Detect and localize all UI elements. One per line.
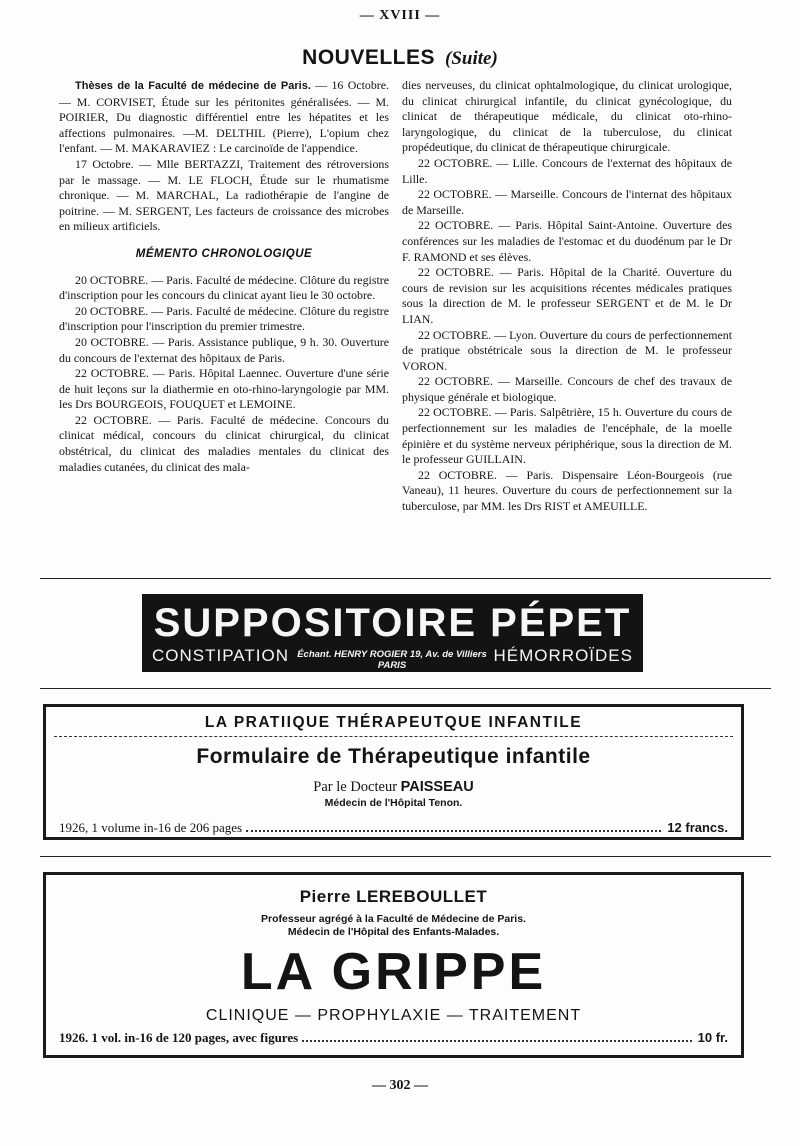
leader-dots	[302, 1040, 691, 1042]
theses-text: — 16 Octobre. — M. CORVISET, Étude sur les péritonites généralisées. — M. POIRIER, Du diagnostic différentiel entre les hépatites et les affections pulmonaires. —M. DELTHIL (Pierre), L'opium chez l'enfant. — M. MAKARAVIEZ : Le carcinoïde de l'appendice.	[59, 78, 390, 156]
book-title: LA GRIPPE	[240, 943, 547, 1001]
book-subtitle: CLINIQUE — PROPHYLAXIE — TRAITEMENT	[205, 1007, 582, 1024]
book-price-row	[59, 820, 728, 836]
memento-entry: 22 OCTOBRE. — Paris. Hôpital Saint-Antoine. Ouverture des conférences sur les maladies de l'estomac et du duodénum par le Dr F. RAMOND et ses élèves.	[402, 218, 732, 264]
ad-banner-title: SUPPOSITOIRE PÉPET	[153, 601, 632, 645]
section-title-sub: (Suite)	[445, 48, 498, 69]
ad-banner-middle: Échant. HENRY ROGIER 19, Av. de Villiers PARIS	[297, 649, 487, 671]
memento-entry: 22 OCTOBRE. — Paris. Salpêtrière, 15 h. Ouverture du cours de perfectionnement sur les maladies de l'encéphale, de la moelle épinière et du système nerveux périphérique, sous la direction de M. le professeur GUILLAIN.	[402, 405, 732, 467]
theses-lead: Thèses de la Faculté de médecine de Paris.	[75, 80, 311, 92]
memento-entry: 22 OCTOBRE. — Paris. Hôpital de la Charité. Ouverture du cours de revision sur les acquisitions récentes médicales pratiques sous la direction de M. le professeur SERGENT et de M. le Dr LIAN.	[402, 265, 732, 326]
book-price-row	[59, 1030, 728, 1046]
book-description: 1926. 1 vol. in-16 de 120 pages, avec figures	[59, 1030, 299, 1045]
memento-heading: MÉMENTO CHRONOLOGIQUE	[135, 247, 313, 260]
dashed-divider	[54, 736, 733, 737]
book-price: 12 francs.	[667, 820, 728, 835]
memento-entry: 20 OCTOBRE. — Paris. Faculté de médecine. Clôture du registre d'inscription pour l'inscription du premier trimestre.	[59, 303, 389, 334]
ad-banner-left: CONSTIPATION	[152, 646, 289, 665]
book-title: Formulaire de Thérapeutique infantile	[196, 745, 591, 768]
author-position: Professeur agrégé à la Faculté de Médecine de Paris.	[261, 913, 526, 925]
memento-entry: 22 OCTOBRE. — Marseille. Concours de l'internat des hôpitaux de Marseille.	[402, 187, 732, 217]
left-column	[59, 78, 389, 475]
author-position: Médecin de l'Hôpital des Enfants-Malades.	[287, 926, 500, 938]
author-prefix: Par le Docteur	[313, 779, 398, 795]
section-title	[0, 46, 800, 70]
leader-dots	[246, 830, 661, 832]
book-price: 10 fr.	[697, 1030, 728, 1045]
memento-entry: 22 OCTOBRE. — Marseille. Concours de chef des travaux de physique générale et biologique.	[402, 374, 732, 404]
page-roman-numeral: — XVIII —	[359, 8, 441, 23]
divider-rule	[40, 578, 771, 579]
page-number: — 302 —	[372, 1078, 428, 1093]
theses-paragraph	[59, 78, 389, 157]
memento-entry: 20 OCTOBRE. — Paris. Assistance publique, 9 h. 30. Ouverture du concours de l'externat des hôpitaux de Paris.	[59, 334, 389, 365]
author-name: PAISSEAU	[400, 779, 474, 795]
right-column	[402, 78, 732, 515]
book-ad-formulaire	[43, 704, 744, 840]
book-description: 1926, 1 volume in-16 de 206 pages	[59, 820, 243, 835]
book-ad-grippe	[43, 872, 744, 1058]
memento-entry: 22 OCTOBRE. — Paris. Faculté de médecine. Concours du clinicat médical, concours du clinicat chirurgical, du clinicat obstétrical, du clinicat des maladies mentales du clinicat des maladies cutanées, du clinicat des mala-	[59, 412, 389, 474]
divider-rule	[40, 688, 771, 689]
theses-paragraph-2: 17 Octobre. — Mlle BERTAZZI, Traitement des rétroversions par le massage. — M. LE FLOCH, Étude sur le rhumatisme chronique. — M. MARCHAL, La radiothérapie de l'angine de poitrine. — M. SERGENT, Les facteurs de croissance des microbes en milieux artificiels.	[59, 156, 389, 234]
memento-entry: 22 OCTOBRE. — Paris. Hôpital Laennec. Ouverture d'une série de huit leçons sur la diathermie en oto-rhino-laryngologie par MM. les Drs BOURGEOIS, FOUQUET et LEMOINE.	[59, 366, 389, 412]
divider-rule	[40, 856, 771, 857]
memento-entry: 22 OCTOBRE. — Paris. Dispensaire Léon-Bourgeois (rue Vaneau), 11 heures. Ouverture du cours de perfectionnement sur la tuberculose, par MM. les Drs RIST et AMEUILLE.	[402, 467, 732, 514]
ad-banner-right: HÉMORROÏDES	[493, 646, 633, 665]
section-title-main: NOUVELLES	[302, 46, 436, 69]
author-position: Médecin de l'Hôpital Tenon.	[324, 797, 463, 809]
memento-entry: 20 OCTOBRE. — Paris. Faculté de médecine. Clôture du registre d'inscription pour les concours du clinicat ayant lieu le 30 octobre.	[59, 272, 389, 303]
book-author	[46, 779, 741, 796]
memento-entry: 22 OCTOBRE. — Lille. Concours de l'externat des hôpitaux de Lille.	[402, 155, 732, 186]
book-author: Pierre LEREBOULLET	[299, 887, 488, 906]
book-ad-series: LA PRATIIQUE THÉRAPEUTQUE INFANTILE	[204, 714, 583, 731]
memento-entry: 22 OCTOBRE. — Lyon. Ouverture du cours de perfectionnement de pratique obstétricale sous la direction de M. le professeur VORON.	[402, 327, 732, 373]
suppositoire-ad-banner	[142, 594, 643, 672]
memento-continuation: dies nerveuses, du clinicat ophtalmologique, du clinicat urologique, du clinicat chirurgical infantile, du clinicat gynécologique, du clinicat de thérapeutique médicale, du clinicat oto-rhino-laryngologique, du clinicat de la tuberculose, du clinicat propédeutique, du clinicat de thérapeutique chirurgicale.	[402, 78, 732, 155]
